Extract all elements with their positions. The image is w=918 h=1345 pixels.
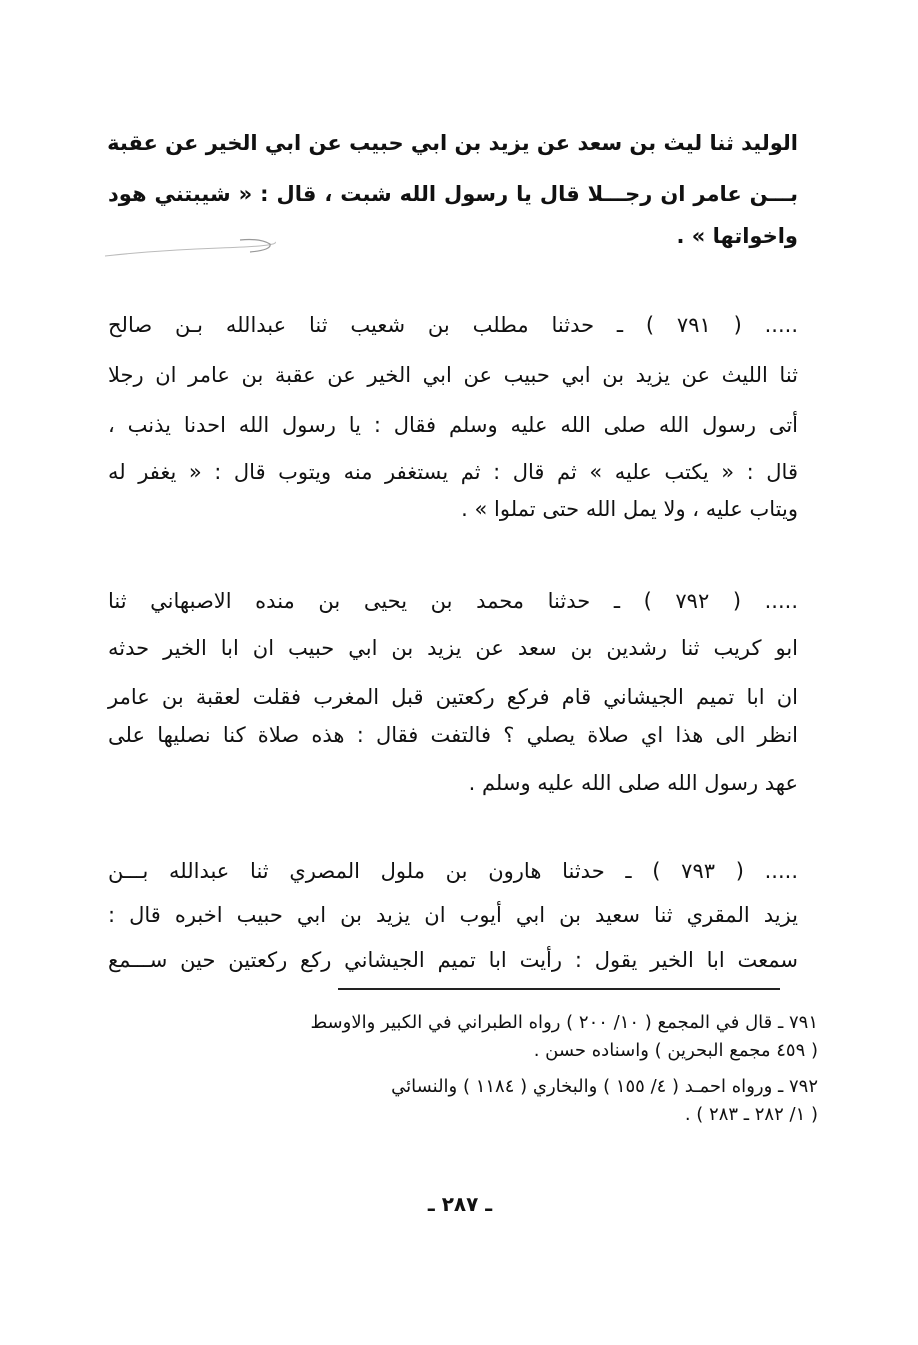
body-line: واخواتها » . xyxy=(676,224,798,248)
hadith-791-line: أتى رسول الله صلى الله عليه وسلم فقال : يا رسول الله احدنا يذنب ، xyxy=(108,413,798,437)
hadith-791-line: قال : « يكتب عليه » ثم قال : ثم يستغفر منه ويتوب قال : « يغفر له xyxy=(108,460,798,484)
footnote-line: ٧٩٢ ـ ورواه احمـد ( ٤/ ١٥٥ ) والبخاري ( ١١٨٤ ) والنسائي xyxy=(391,1076,818,1097)
hadith-791-line: ويتاب عليه ، ولا يمل الله حتى تملوا » . xyxy=(461,497,798,521)
hadith-791-line: ..... ( ٧٩١ ) ـ حدثنا مطلب بن شعيب ثنا عبدالله بـن صالح xyxy=(108,313,799,337)
body-line: الوليد ثنا ليث بن سعد عن يزيد بن ابي حبيب عن ابي الخير عن عقبة xyxy=(107,131,798,155)
body-line: بـــن عامر ان رجـــلا قال يا رسول الله شبت ، قال : « شيبتني هود xyxy=(108,182,798,206)
footnote-line: ( ١/ ٢٨٢ ـ ٢٨٣ ) . xyxy=(684,1104,818,1125)
hadith-791-line: ثنا الليث عن يزيد بن ابي حبيب عن ابي الخير عن عقبة بن عامر ان رجلا xyxy=(108,363,798,387)
hadith-792-line: ان ابا تميم الجيشاني قام فركع ركعتين قبل المغرب فقلت لعقبة بن عامر xyxy=(108,685,798,709)
hadith-793-line: يزيد المقري ثنا سعيد بن ابي أيوب ان يزيد بن ابي حبيب اخبره قال : xyxy=(108,903,798,927)
footnote-separator xyxy=(338,988,780,990)
hadith-792-line: انظر الى هذا اي صلاة يصلي ؟ فالتفت فقال : هذه صلاة كنا نصليها على xyxy=(108,723,798,747)
hadith-792-line: ..... ( ٧٩٢ ) ـ حدثنا محمد بن يحيى بن منده الاصبهاني ثنا xyxy=(108,589,799,613)
footnote-line: ٧٩١ ـ قال في المجمع ( ١٠/ ٢٠٠ ) رواه الطبراني في الكبير والاوسط xyxy=(310,1012,818,1033)
page-number: ـ ٢٨٧ ـ xyxy=(427,1192,493,1216)
hadith-793-line: ..... ( ٧٩٣ ) ـ حدثنا هارون بن ملول المصري ثنا عبدالله بـــن xyxy=(108,859,799,883)
footnote-line: ( ٤٥٩ مجمع البحرين ) واسناده حسن . xyxy=(533,1040,818,1061)
hadith-793-line: سمعت ابا الخير يقول : رأيت ابا تميم الجيشاني ركع ركعتين حين ســـمع xyxy=(108,948,798,972)
ink-smudge-mark xyxy=(100,236,280,260)
hadith-792-line: عهد رسول الله صلى الله عليه وسلم . xyxy=(468,771,798,795)
hadith-792-line: ابو كريب ثنا رشدين بن سعد عن يزيد بن ابي حبيب ان ابا الخير حدثه xyxy=(108,636,798,660)
